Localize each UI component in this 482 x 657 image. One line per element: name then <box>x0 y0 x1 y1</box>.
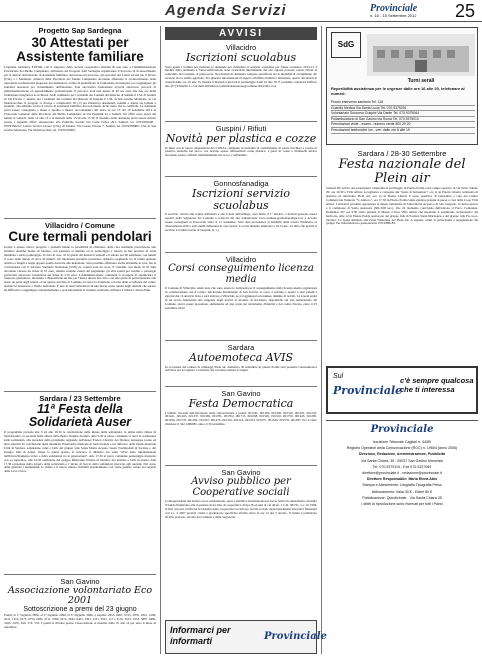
imprint-line: Direzione, Redazione, Amministrazione, Pubblicità <box>358 452 446 457</box>
ad-sdg-turni <box>326 27 478 145</box>
article-body: Il Comune di Villacidro rende noto che sono aperte le iscrizioni per il conseguimento della licenza media organizzata in collaborazione con il Centro Territoriale Permanente di San Gavino. Il corso è gratuito e aperto a tutti (adulti e giovani dai 16 anni) in vista e sarà attivato a Villacidro se si raggiungerà un numero minimo di iscritti. La scuola andrà in un orario funzionale alle esigenze degli iscritti. Il modulo di iscrizione, disponibile sul sito istituzionale del Comune, dovrà essere presentato, unitamente ad una copia del documento d'identità e del codice fiscale, entro il 25 settembre 2012. <box>165 287 317 310</box>
article-divider <box>165 176 317 177</box>
building-illustration <box>367 34 475 76</box>
ad-logo: Provinciale <box>333 384 403 397</box>
ad-subtitle: Turni serali <box>407 78 435 84</box>
article-body: In occasione del raduno di campeggi Piein air, domenica 30 settembre in piazza Podda sarà presente l'Autoemoteca dell'Avis per accogliere i volontari che vorranno donare il sangue. <box>165 365 317 373</box>
imprint-line: Tel. 070.9375119 - Fax 070.9337089 <box>372 464 432 469</box>
article-body: Il programma prevede alle 9 ed alle 10.30 la celebrazione delle messe della solidarietà, la prima nella chiesa di Sant'Antonio, la seconda nella chiesa della Beata Vergine Assunta. Alle 9.30 si passo comunale si terrà la conferenza sulla solidarietà, alla presenza della presidente regionale dell'Auser Franca Cherchi, del Sindaco Giuseppe Garau ed altre autorità. In conclusione della mattinata l'intervento musicale di Sartoi bande e un rinfresco della banda musicale Città di Sardara, seguiranno canti e balli del gruppo folk Santa Maria Acquas, Suoni Tradizionali di Sardara e del Gruppo folk di Arbus. Dopo la pausa pranzo al concerto il dibattito dal tema "2012 anno internazionale dell'invecchiamento attivo e della solidarietà tra le generazioni". Alle 17.30 al parco comunale pomeriggio musicale con «a rapsodia», alle 16,30 esibizione del gruppo Musicante Umana di Sardara, ma anziane e balli in piazza. Alle 17,30 estrazione della lotteria della solidarietà e l' invito di Sorcio della solidarietà riservato agli anziani. Nel corso della giornata i monumenti, le chiese e il nuovo museo visitabili gratuitamente con visite guidate curate dai ragazzi della Leva civica. <box>4 431 156 474</box>
masthead-logo: Provinciale <box>370 3 418 14</box>
article-title: 11ª Festa della Solidarietà Auser <box>28 402 132 430</box>
sdg-logo: SdG <box>331 32 361 58</box>
imprint-box <box>326 420 478 654</box>
article-divider <box>165 465 317 466</box>
issue-date: n. 16 - 15 Settembre 2012 <box>370 13 417 18</box>
article-body: Sono aperti i termini per inoltrare le domande per richiedere il servizio scuolabus per l'anno scolastico 2012/13. I moduli della domanda e l'autocertificazione sono scaricabili direttamente dal sito oppure possono essere ritirati al centralino del Comune, al piano terra. Nei moduli di domanda vengono specificate sia le modalità di svolgimento del servizio sia la tariffa applicate. Per ulteriori informazioni rivolgersi all'ufficio Pubblica Istruzione, aperto dal lunedì al venerdì dalle ore 10 alle 13, mentre il martedì e giovedì il pomeriggio dalle 16 alle 18. È possibile contattare l'ufficio allo (07) 9344226 2 o via mail all'indirizzo pubblicaistruzione@comune.villacidro.vs.it <box>165 65 317 89</box>
article-body: L'agenzia formativa EXFOR, con il supporto della società cooperativa Anziani & non solo e l'Amministrazione Provinciale del Medio Campidano, all'interno del Progetto SAP Sardegna organizzano il Percorso di riconoscimento per il rilascio dell'attestato di Assistente familiare. Attraverso un percorso, gli operatori dei Centri servizi per il lavoro (CSL) e i Mediatori culturali della Provincia del Medio Campidano dovranno effettuare il riconoscimento delle esperienze professionali pregresse dei destinatari, al fine di quantificare la formazione da integrare per raggiungere gli standard necessari per l'ottenimento dell'attestato. Tale successiva formazione avverrà attraverso percorsi di individualizzazione ed apprendimento professionale. Il percorso avrà una durata di 40 ore oltre alle due ore della formazione integrativa se richiesta. Sedi: seminario per i residenti dei Comuni del distretto di Sanluri il CSL di Sanluri in Via Pavese 7, mentre per i residenti dei Comuni del distretto di Guspini il CSL di San Gavino Monreale, in via Montevecchio. Il progetto si rivolge a complessivi 30 (15 per Distretto) destinatari, uomini e donne sia italiani e stranieri, che abbiano svolto il lavoro di assistente familiare ma non hanno alcun titolo che lo certifichi. La domanda potrà essere consegnata a mano o spedita a mezzo raccomandata AR entro le ore 13 del 19 settembre 2012 al Protocollo Generale della Provincia del Medio Campidano in Via Paganini 22 a Sanluri. Gli uffici sono aperti dal lunedì al venerdì, dalle 10 alle 13 e al martedì dalle 15.30 alle 17.30. Il modello della domanda potrà essere ritirato presso i seguenti uffici: Assessorato alle Politiche Sociali Via Carlo Felice 201, Sanluri, tel. 070/9356200 - 070/9356212; Centro Servizi Lavoro (CSL) di Sanluri, Via Cesare Pavese 7, Sanluri, tel. 070/9358800; CSL di San Gavino Monreale, Via Montevecchio, tel. 070/9376084. <box>4 66 156 132</box>
article-title: Associazione volontariato Eco 2001 <box>7 585 153 606</box>
article-place: Sardara / 23 Settembre <box>39 394 121 403</box>
article-place: San Gavino <box>60 577 100 586</box>
ad-text: Reperibilità assistenza per le urgenze dalle ore 16 alle 20, telefonare ai numeri: <box>331 86 465 96</box>
article-title: Iscrizioni scuolabus <box>185 51 297 64</box>
article-place: San Gavino <box>221 389 261 398</box>
article-assistente-familiare <box>4 26 156 220</box>
article-place: Progetto Sap Sardegna <box>38 26 122 35</box>
article-place: Gonnosfanadiga <box>213 179 269 188</box>
article-subtitle: Sottoscrizione a premi del 23 giugno <box>23 605 137 613</box>
article-scuolabus-gonnos <box>165 179 317 263</box>
imprint-line: Via Santa Chiara, 35 - 09037 San Gavino Monreale <box>360 458 444 463</box>
imprint-line: I diritti di riproduzione sono riservati per tutti i Paesi <box>361 502 443 507</box>
article-title: Iscrizioni servizio scuolabus <box>191 187 291 212</box>
article-body: La Responsabile del Settore socio assistenziale, sport e pubblica istruzione Rossa Lucia Saleci ha determinato di indire il bando finalizzato alla creazione di un albo di cooperative di tipo B ed enti di cui all'art. 1 L.R. 381/91, L.r. 16 1996, al fine di poter verificare le idoneità delle cooperative sociali per servizi sociali, quali inserimenti lavorativi finanziari con L.r. 2 2007 previsti criteri e graduatorie specifiche all'albo entro le ore 12 del 3 ottobre. Il bando è pubblicato all'albo pretorio, sul sito del Comune e della Segreteria. <box>165 500 317 519</box>
imprint-logo: Provinciale <box>370 424 434 435</box>
article-place: San Gavino <box>221 468 261 477</box>
table-row: Poliambulatorio di San Gavino via Roma Tel. 070.9375010 <box>331 117 475 123</box>
imprint-line: Registro Operatori della Comunicazione (ROC) n. 19604 (anno 2006) <box>346 446 458 451</box>
ad-provinciale-interesse <box>326 366 478 414</box>
article-title: Festa Democratica <box>188 397 294 410</box>
section-title: Agenda Servizi <box>165 2 287 19</box>
ad-informarci <box>165 620 327 654</box>
article-body: Premi: al 1° biglietto 3850, al 2° biglietto 2096, al 3° biglietto 3066, a seguire: 2455, 6997, 0725, 2970, 1821, 2109, 2911, 1316, 0175, 0754, 0282, 2711, 2306, 2272, 2642, 0423, 1391, 2151, 3501, 1171, 3176, 3215, 1053, 3807, 0482, 3163, 2470, 926, 574, 535. I premi si ritirano presso l'associazione al mattino dalle 10 alle 12 per tutto il mese di settembre. <box>4 613 156 629</box>
article-body: Grazie a questo nuovo progetto, i pazienti hanno la possibilità di effettuare delle cure mediante prescrizione alle strutture Antiche Terme di Sardara, con partenza al mattino ed al pomeriggio e ritorno in bus previsto in tarda mattinata o tardo pomeriggio. Il ciclo di cure, di 12 giorni dal lunedì al venerdì e il sabato per 60 settimane, con lunedì il costo della durata di circa 45 minuti. Gli interessati potranno presentare richiesta scegliendo tra la prima opzione relativa a fanghi e bagni oppure quella riservata alle inalazioni. Sarà possibile effettuare anche entrambe le cure, ma la convenzione con il Servizio Sanitario Nazionale (SSN) ne coprirà solo un ciclo. Il cittadino con meno di 65 anni dovranno versare un ticket di 55 euro, mentre saranno esenti dal pagamento gli altri esenti per reddito o patologie particolari attraverso l'esenzione sui ticket di 3,10 euro. L'Amministrazione comunale si occuperà di organizzare il trasporto giornaliero, mettendo a disposizione un bus per l'intera durata del ciclo, con una quota di partecipazione alle spese da parte degli utenti. «Con questo servizio, il Comune accresce la dotazione con una delle eccellenze del centro termale in benessere a livello nazionale. È uno di tanti villacidresi di una fascia come quella degli anziani che spesso ha difficoltà a raggiungere autonomamente o sporadicamente le strutture sanitarie» dichiara il Sindaco Teresa Pinn. <box>4 246 156 293</box>
article-title: Festa nazionale del Plein air <box>338 157 466 186</box>
article-divider <box>165 386 317 387</box>
imprint-line: direttore@provinciale.it - redazione@provinciale.it <box>362 471 442 476</box>
article-cooperative-sociali <box>165 468 317 570</box>
article-body: I numeri vincenti dell'estrazione della sottoscrizione a premi: 001341, 001393, 001340, 001319, 001431, 001250, 001241, 001263, 001337, 001369, 001781, 001702, 001713, 001068, 001526, 001310, 001756, 001645, 001285, 001636, 001776, 001184, 001352, 001479, 001316, 001516, 001353, 001675, 001326, 001555, 001287. Per il ritiro chiamare il 342 1499081, entro il 30 settembre. <box>165 411 317 427</box>
article-place: Sardara <box>227 343 255 352</box>
article-body: Il servizio, rivolto alle scuole d'infanzia e alle scuole dell'obbligo, avrà inizio il 1° Ottobre. I moduli possono essere reperiti nella Segreteria del Comune o scaricati dal sito istituzionale www.comune.gonnosfanadiga.ca.it e devono essere consegnati al Protocollo entro il 21 settembre. Sarà data precedenza ai bambini della scuola d'infanzia, ai diversamente abili e agli alunni dimoranti in case sparse. La retta mensile ammonta a 19,5 euro. La ditta che gestirà il servizio è la Ditta Garau di Guspini. (s. t.) <box>165 213 317 232</box>
article-divider <box>165 340 317 341</box>
article-cure-termali <box>4 221 156 388</box>
article-title: Autoemoteca AVIS <box>188 351 293 364</box>
article-iscrizioni-scuolabus <box>165 43 317 120</box>
article-title: Avviso pubblico per Cooperative sociali <box>191 476 291 498</box>
article-plastica-cozze <box>165 124 317 175</box>
phone-table <box>331 100 475 134</box>
article-eco-2001 <box>4 577 156 657</box>
article-divider <box>4 391 156 392</box>
imprint-line: Abbonamento: Italia 30 € - Esteri 60 € <box>371 489 433 494</box>
article-divider <box>4 574 156 575</box>
table-row: Prenotazioni telefoniche lun - ven: dalle ore 8 alle 19 <box>331 128 475 134</box>
article-body: Venerdì 28: Arrivo dei partecipanti. Ospitalità al parcheggio in Piazza Podda e nel campo sportivo di via Terni. Sabato 29: ore 10.30 a Villa Abbas, accoglienza e consegna del "gusto di benvenuto"; ore 11 in Piazza Libertà cerimonia di apertura ed intervento Plein Air; ore 12 in Piazza Libertà il cesso aperitivo di benvenuto a cura del Centro Commerciale Naturale "S. Antioco", ore 17.30 in Piazza Podda visita guidata gratuita al paese a cura della Coop Villa Abbas. I visitatori potranno apprezzare le chiese romaniche di Santa Maria Acquas e di San Gregorio, il centro storico e il complesso di Santa Anastasia (XII-XIII sec.). Ore 19 momento conviviale dell'edicola al Parco Comunale. Domenica 30: ore 9.30 visita guidata al Museo Civico Villa Abbas che mostrano il patrimonio archeologico del territorio. Alle 12 in Piazza Podda spettacolo del gruppo folk di Sardara Santa Mariaquas e del gruppo folk Pro Loco Sardara. Lo Stand abbinato alla Festa Nazionale del Plein Air. A seguire, saluti ai partecipanti e assegnazione dei gadget. Per informazioni e prenotazioni: 070.9386183. <box>326 187 478 226</box>
article-title: 30 Attestati per Assistente familiare <box>16 35 144 65</box>
table-row: Guardia Medica Via Santa Lucia Tel. 070.9375251 <box>331 106 475 112</box>
imprint-line: Stampa e Allestimento: Litografia Tipografia Press <box>362 483 442 488</box>
article-divider <box>165 121 317 122</box>
ad-prefix: Sul <box>333 373 344 380</box>
article-title: Cure termali pendolari <box>8 229 152 244</box>
column-divider <box>321 26 322 654</box>
ad-slogan: Informarci per informarti <box>170 625 231 646</box>
article-place: Villacidro / Comune <box>45 221 115 230</box>
article-title: Novità per plastica e cozze <box>165 132 317 145</box>
column-divider <box>160 26 161 654</box>
table-row: Pronto intervento sanitario Tel. 118 <box>331 100 475 106</box>
page-header <box>0 0 482 22</box>
imprint-line: Pubblicazione: Quindicinale - Via Santa Chiara 35 <box>362 495 442 500</box>
article-place: Villacidro <box>225 255 257 264</box>
article-place: Villacidro <box>225 43 257 52</box>
ad-slogan: c'è sempre qualcosa che ti interessa <box>400 376 474 394</box>
sdg-image <box>367 34 475 76</box>
article-divider <box>165 252 317 253</box>
table-row: Volontariato Soccorso Guspini Via Dante Tel. 070.9375064 <box>331 111 475 117</box>
article-festa-solidarieta <box>4 394 156 569</box>
article-festa-democratica <box>165 389 317 466</box>
imprint-line: Direttore Responsabile: Maria Elena Abis <box>366 477 438 482</box>
imprint-lines <box>326 439 478 507</box>
article-place: Sardara / 28-30 Settembre <box>357 149 447 158</box>
article-place: Guspini / Rifiuti <box>215 124 267 133</box>
article-autoemoteca <box>165 343 317 388</box>
imprint-line: Iscrizione Tribunale Cagliari n. 44/89 <box>372 440 432 444</box>
table-row: Prenotazioni visite - esami - numero verde 800 20 20 <box>331 122 475 128</box>
article-title: Corsi conseguimento licenza media <box>168 263 314 285</box>
article-divider <box>4 218 156 219</box>
section-header-avvisi: AVVISI <box>165 27 317 40</box>
article-body: In linea con le nuove disposizioni del CONAI, cambiano le modalità di conferimento di piatti, bicchieri e posate in plastica. Anziché nel secco, ora devono essere differenziati come plastica. I gusci di cozze e molluschi invece dovranno essere conferiti indistintamente nel secco e nell'umido. <box>165 146 317 158</box>
page-number: 25 <box>455 1 476 21</box>
article-licenza-media <box>165 255 317 353</box>
ad-logo: Provinciale <box>264 631 327 642</box>
article-plein-air <box>326 149 478 377</box>
